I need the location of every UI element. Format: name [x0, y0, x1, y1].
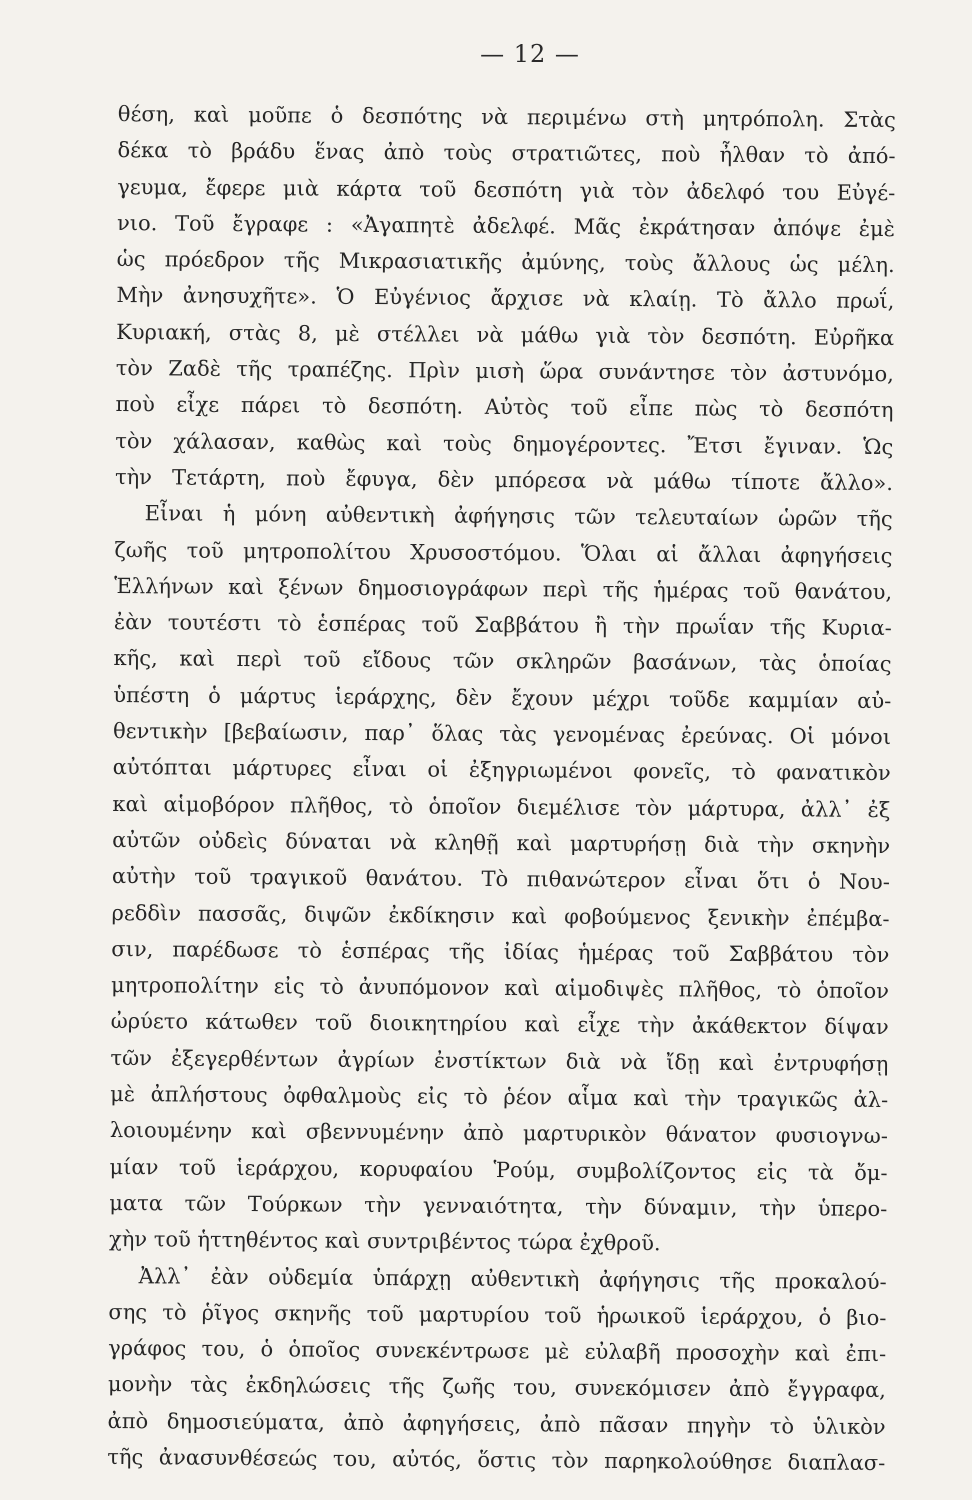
paragraph-start-line: Ἀλλ᾽ ἐὰν οὐδεμία ὑπάρχῃ αὐθεντικὴ ἀφήγησις τῆς προκαλού-	[138, 1263, 887, 1294]
text-line: ἐὰν τουτέστι τὸ ἑσπέρας τοῦ Σαββάτου ἢ τὴν πρωΐαν τῆς Κυρια-	[113, 610, 892, 641]
text-line: ζωῆς τοῦ μητροπολίτου Χρυσοστόμου. Ὅλαι αἱ ἄλλαι ἀφηγήσεις	[114, 537, 893, 568]
text-line: τὸν Ζαδὲ τῆς τραπέζης. Πρὶν μισὴ ὥρα συνάντησε τὸν ἀστυνόμο,	[115, 356, 894, 387]
text-line: ρεδδὶν πασσᾶς, διψῶν ἐκδίκησιν καὶ φοβούμενος ξενικὴν ἐπέμβα-	[111, 900, 890, 931]
text-line: καὶ αἱμοβόρον πλῆθος, τὸ ὁποῖον διεμέλισε τὸν μάρτυρα, ἀλλ᾽ ἐξ	[112, 791, 891, 822]
text-line: μονὴν τὰς ἐκδηλώσεις τῆς ζωῆς του, συνεκόμισεν ἀπὸ ἔγγραφα,	[107, 1372, 886, 1403]
text-line: ὑπέστη ὁ μάρτυς ἱεράρχης, δὲν ἔχουν μέχρι τοῦδε καμμίαν αὐ-	[113, 682, 892, 713]
text-line: σιν, παρέδωσε τὸ ἑσπέρας τῆς ἰδίας ἡμέρας τοῦ Σαββάτου τὸν	[111, 936, 890, 967]
text-line: τῶν ἐξεγερθέντων ἀγρίων ἐνστίκτων διὰ νὰ ἴδῃ καὶ ἐντρυφήσῃ	[110, 1045, 889, 1076]
text-line: αὐτὴν τοῦ τραγικοῦ θανάτου. Τὸ πιθανώτερον εἶναι ὅτι ὁ Νου-	[111, 864, 890, 895]
text-line: γευμα, ἔφερε μιὰ κάρτα τοῦ δεσπότη γιὰ τὸν ἀδελφό του Εὐγέ-	[117, 174, 896, 205]
paragraph-end-line: χὴν τοῦ ἡττηθέντος καὶ συντριβέντος τώρα ἐχθροῦ.	[108, 1227, 661, 1256]
body-text	[107, 96, 896, 1481]
text-line: νιο. Τοῦ ἔγραφε : «Ἀγαπητὲ ἀδελφέ. Μᾶς ἐκράτησαν ἀπόψε ἐμὲ	[116, 210, 896, 241]
text-line: τὴν Τετάρτη, ποὺ ἔφυγα, δὲν μπόρεσα νὰ μάθω τίποτε ἄλλο».	[114, 464, 894, 496]
text-line: Μὴν ἀνησυχῆτε». Ὁ Εὐγένιος ἄρχισε νὰ κλαίῃ. Τὸ ἄλλο πρωΐ,	[116, 283, 895, 314]
text-line: κῆς, καὶ περὶ τοῦ εἴδους τῶν σκληρῶν βασάνων, τὰς ὁποίας	[113, 646, 892, 677]
paragraph-start-line: Εἶναι ἡ μόνη αὐθεντικὴ ἀφήγησις τῶν τελευταίων ὡρῶν τῆς	[144, 501, 893, 532]
text-line: Ἑλλήνων καὶ ξένων δημοσιογράφων περὶ τῆς ἡμέρας τοῦ θανάτου,	[114, 573, 893, 604]
text-line: θέση, καὶ μοῦπε ὁ δεσπότης νὰ περιμένω στὴ μητρόπολη. Στὰς	[117, 101, 896, 133]
text-line: μὲ ἀπλήστους ὀφθαλμοὺς εἰς τὸ ῥέον αἷμα καὶ τὴν τραγικῶς ἀλ-	[110, 1081, 889, 1113]
text-line: ὡς πρόεδρον τῆς Μικρασιατικῆς ἀμύνης, τοὺς ἄλλους ὡς μέλη.	[116, 247, 895, 278]
text-line: λοιουμένην καὶ σβεννυμένην ἀπὸ μαρτυρικὸν θάνατον φυσιογνω-	[109, 1118, 888, 1149]
text-line: τὸν χάλασαν, καθὼς καὶ τοὺς δημογέροντες. Ἔτσι ἔγιναν. Ὡς	[115, 428, 894, 459]
text-line: τῆς ἀνασυνθέσεώς του, αὐτός, ὅστις τὸν παρηκολούθησε διαπλασ-	[107, 1444, 886, 1476]
text-line: θεντικὴν [βεβαίωσιν, παρ᾽ ὅλας τὰς γενομένας ἐρεύνας. Οἱ μόνοι	[112, 719, 892, 750]
text-line: δέκα τὸ βράδυ ἕνας ἀπὸ τοὺς στρατιῶτες, ποὺ ἦλθαν τὸ ἀπό-	[117, 138, 896, 169]
text-line: ποὺ εἶχε πάρει τὸ δεσπότη. Αὐτὸς τοῦ εἶπε πὼς τὸ δεσπότη	[115, 392, 894, 423]
page-number: — 12 —	[480, 40, 580, 68]
text-line: μίαν τοῦ ἱεράρχου, κορυφαίου Ῥούμ, συμβολίζοντος εἰς τὰ ὄμ-	[109, 1154, 888, 1185]
text-line: σης τὸ ῥῖγος σκηνῆς τοῦ μαρτυρίου τοῦ ἡρωικοῦ ἱεράρχου, ὁ βιο-	[108, 1299, 887, 1330]
text-line: Κυριακή, στὰς 8, μὲ στέλλει νὰ μάθω γιὰ τὸν δεσπότη. Εὐρῆκα	[116, 319, 895, 350]
text-line: ματα τῶν Τούρκων τὴν γενναιότητα, τὴν δύναμιν, τὴν ὑπερο-	[109, 1190, 888, 1221]
text-line: ὠρύετο κάτωθεν τοῦ διοικητηρίου καὶ εἶχε τὴν ἀκάθεκτον δίψαν	[110, 1009, 889, 1040]
text-line: ἀπὸ δημοσιεύματα, ἀπὸ ἀφηγήσεις, ἀπὸ πᾶσαν πηγὴν τὸ ὑλικὸν	[107, 1408, 886, 1439]
text-line: αὐτόπται μάρτυρες εἶναι οἱ ἐξηγριωμένοι φονεῖς, τὸ φανατικὸν	[112, 755, 891, 786]
text-line: γράφος του, ὁ ὁποῖος συνεκέντρωσε μὲ εὐλαβῆ προσοχὴν καὶ ἐπι-	[108, 1336, 887, 1367]
text-line: μητροπολίτην εἰς τὸ ἀνυπόμονον καὶ αἱμοδιψὲς πλῆθος, τὸ ὁποῖον	[110, 973, 890, 1004]
text-line: αὐτῶν οὐδεὶς δύναται νὰ κληθῇ καὶ μαρτυρήσῃ διὰ τὴν σκηνὴν	[112, 827, 891, 859]
